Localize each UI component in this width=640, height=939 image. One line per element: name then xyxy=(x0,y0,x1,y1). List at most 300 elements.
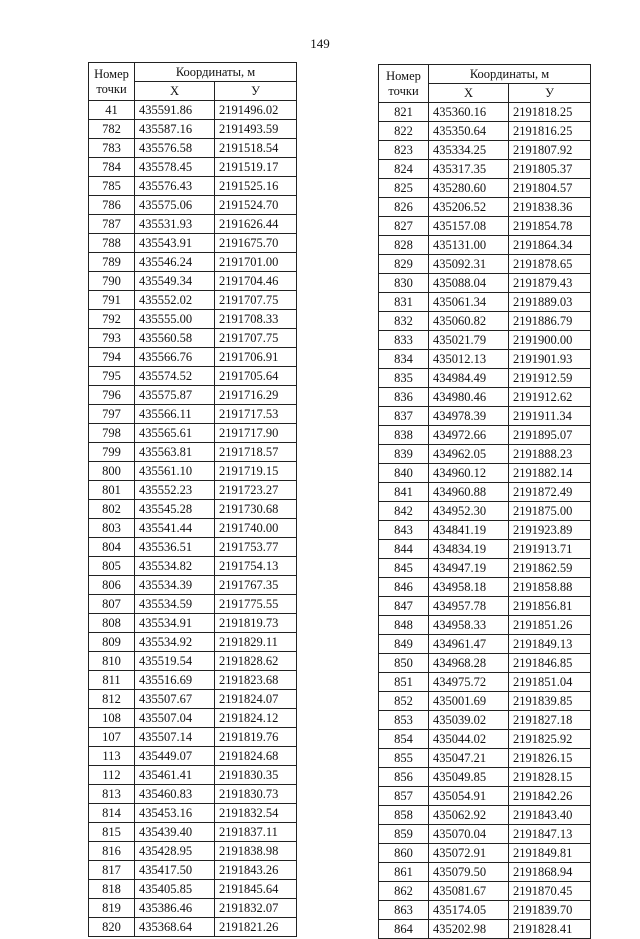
x-coordinate-cell: 435131.00 xyxy=(429,236,509,255)
x-coordinate-cell: 434834.19 xyxy=(429,540,509,559)
point-number-cell: 790 xyxy=(89,272,135,291)
table-row xyxy=(89,747,297,766)
x-coordinate-cell: 435072.91 xyxy=(429,844,509,863)
point-number-cell: 851 xyxy=(379,673,429,692)
point-number-cell: 857 xyxy=(379,787,429,806)
table-row xyxy=(379,483,591,502)
point-number-cell: 843 xyxy=(379,521,429,540)
y-coordinate-cell: 2191819.73 xyxy=(215,614,297,633)
point-number-cell: 862 xyxy=(379,882,429,901)
y-coordinate-cell: 2191856.81 xyxy=(509,597,591,616)
table-row xyxy=(89,576,297,595)
x-coordinate-cell: 434980.46 xyxy=(429,388,509,407)
y-coordinate-cell: 2191838.36 xyxy=(509,198,591,217)
y-coordinate-cell: 2191716.29 xyxy=(215,386,297,405)
y-coordinate-cell: 2191864.34 xyxy=(509,236,591,255)
table-row xyxy=(379,901,591,920)
point-number-cell: 788 xyxy=(89,234,135,253)
y-coordinate-cell: 2191838.98 xyxy=(215,842,297,861)
point-number-cell: 113 xyxy=(89,747,135,766)
table-row xyxy=(379,331,591,350)
point-number-cell: 846 xyxy=(379,578,429,597)
x-coordinate-cell: 435350.64 xyxy=(429,122,509,141)
point-number-cell: 801 xyxy=(89,481,135,500)
y-coordinate-cell: 2191717.90 xyxy=(215,424,297,443)
y-coordinate-cell: 2191842.26 xyxy=(509,787,591,806)
point-number-cell: 826 xyxy=(379,198,429,217)
x-coordinate-cell: 435566.11 xyxy=(135,405,215,424)
table-row xyxy=(379,597,591,616)
y-coordinate-cell: 2191889.03 xyxy=(509,293,591,312)
y-coordinate-cell: 2191707.75 xyxy=(215,329,297,348)
table-row xyxy=(379,293,591,312)
point-number-cell: 841 xyxy=(379,483,429,502)
y-coordinate-cell: 2191862.59 xyxy=(509,559,591,578)
y-coordinate-cell: 2191816.25 xyxy=(509,122,591,141)
table-row xyxy=(89,443,297,462)
x-coordinate-cell: 435534.59 xyxy=(135,595,215,614)
x-coordinate-cell: 434952.30 xyxy=(429,502,509,521)
y-coordinate-cell: 2191730.68 xyxy=(215,500,297,519)
x-coordinate-cell: 435417.50 xyxy=(135,861,215,880)
x-coordinate-cell: 434960.12 xyxy=(429,464,509,483)
x-coordinate-cell: 435202.98 xyxy=(429,920,509,939)
y-coordinate-cell: 2191754.13 xyxy=(215,557,297,576)
y-coordinate-cell: 2191912.62 xyxy=(509,388,591,407)
point-number-cell: 817 xyxy=(89,861,135,880)
point-number-cell: 864 xyxy=(379,920,429,939)
x-coordinate-cell: 435541.44 xyxy=(135,519,215,538)
x-coordinate-cell: 435519.54 xyxy=(135,652,215,671)
y-coordinate-cell: 2191826.15 xyxy=(509,749,591,768)
table-row xyxy=(379,369,591,388)
y-coordinate-cell: 2191767.35 xyxy=(215,576,297,595)
table-row xyxy=(89,348,297,367)
table-row xyxy=(89,709,297,728)
table-row xyxy=(89,880,297,899)
x-coordinate-cell: 435405.85 xyxy=(135,880,215,899)
x-coordinate-cell: 435566.76 xyxy=(135,348,215,367)
y-coordinate-cell: 2191895.07 xyxy=(509,426,591,445)
point-number-cell: 827 xyxy=(379,217,429,236)
y-coordinate-cell: 2191911.34 xyxy=(509,407,591,426)
table-row xyxy=(379,540,591,559)
y-coordinate-cell: 2191870.45 xyxy=(509,882,591,901)
point-number-cell: 812 xyxy=(89,690,135,709)
y-coordinate-cell: 2191827.18 xyxy=(509,711,591,730)
table-row xyxy=(89,101,297,120)
x-coordinate-cell: 435012.13 xyxy=(429,350,509,369)
header-point-number xyxy=(379,65,429,103)
y-coordinate-cell: 2191775.55 xyxy=(215,595,297,614)
table-row xyxy=(379,863,591,882)
point-number-cell: 798 xyxy=(89,424,135,443)
x-coordinate-cell: 435578.45 xyxy=(135,158,215,177)
point-number-cell: 815 xyxy=(89,823,135,842)
point-number-cell: 782 xyxy=(89,120,135,139)
y-coordinate-cell: 2191807.92 xyxy=(509,141,591,160)
x-coordinate-cell: 435460.83 xyxy=(135,785,215,804)
point-number-cell: 813 xyxy=(89,785,135,804)
y-coordinate-cell: 2191740.00 xyxy=(215,519,297,538)
table-row xyxy=(89,690,297,709)
y-coordinate-cell: 2191704.46 xyxy=(215,272,297,291)
y-coordinate-cell: 2191830.73 xyxy=(215,785,297,804)
x-coordinate-cell: 434957.78 xyxy=(429,597,509,616)
point-number-cell: 810 xyxy=(89,652,135,671)
table-row xyxy=(89,367,297,386)
x-coordinate-cell: 435575.06 xyxy=(135,196,215,215)
point-number-cell: 789 xyxy=(89,253,135,272)
x-coordinate-cell: 435565.61 xyxy=(135,424,215,443)
y-coordinate-cell: 2191901.93 xyxy=(509,350,591,369)
table-row xyxy=(379,198,591,217)
point-number-cell: 787 xyxy=(89,215,135,234)
y-coordinate-cell: 2191821.26 xyxy=(215,918,297,937)
y-coordinate-cell: 2191913.71 xyxy=(509,540,591,559)
y-coordinate-cell: 2191804.57 xyxy=(509,179,591,198)
point-number-cell: 785 xyxy=(89,177,135,196)
point-number-cell: 794 xyxy=(89,348,135,367)
x-coordinate-cell: 435021.79 xyxy=(429,331,509,350)
point-number-cell: 108 xyxy=(89,709,135,728)
table-row xyxy=(379,578,591,597)
x-coordinate-cell: 434960.88 xyxy=(429,483,509,502)
y-coordinate-cell: 2191849.81 xyxy=(509,844,591,863)
y-coordinate-cell: 2191868.94 xyxy=(509,863,591,882)
x-coordinate-cell: 435574.52 xyxy=(135,367,215,386)
x-coordinate-cell: 435560.58 xyxy=(135,329,215,348)
table-body-right xyxy=(379,103,591,939)
x-coordinate-cell: 435079.50 xyxy=(429,863,509,882)
x-coordinate-cell: 435576.58 xyxy=(135,139,215,158)
table-row xyxy=(89,405,297,424)
point-number-cell: 828 xyxy=(379,236,429,255)
y-coordinate-cell: 2191839.85 xyxy=(509,692,591,711)
header-x: X xyxy=(135,82,215,101)
table-row xyxy=(89,329,297,348)
x-coordinate-cell: 434841.19 xyxy=(429,521,509,540)
y-coordinate-cell: 2191518.54 xyxy=(215,139,297,158)
point-number-cell: 863 xyxy=(379,901,429,920)
y-coordinate-cell: 2191845.64 xyxy=(215,880,297,899)
x-coordinate-cell: 435531.93 xyxy=(135,215,215,234)
table-row xyxy=(379,673,591,692)
table-row xyxy=(89,139,297,158)
y-coordinate-cell: 2191882.14 xyxy=(509,464,591,483)
y-coordinate-cell: 2191912.59 xyxy=(509,369,591,388)
point-number-cell: 41 xyxy=(89,101,135,120)
point-number-cell: 833 xyxy=(379,331,429,350)
y-coordinate-cell: 2191858.88 xyxy=(509,578,591,597)
x-coordinate-cell: 435428.95 xyxy=(135,842,215,861)
y-coordinate-cell: 2191675.70 xyxy=(215,234,297,253)
point-number-cell: 821 xyxy=(379,103,429,122)
table-row xyxy=(89,538,297,557)
y-coordinate-cell: 2191872.49 xyxy=(509,483,591,502)
point-number-cell: 784 xyxy=(89,158,135,177)
y-coordinate-cell: 2191493.59 xyxy=(215,120,297,139)
point-number-cell: 832 xyxy=(379,312,429,331)
y-coordinate-cell: 2191519.17 xyxy=(215,158,297,177)
point-number-cell: 853 xyxy=(379,711,429,730)
table-row xyxy=(89,481,297,500)
point-number-cell: 838 xyxy=(379,426,429,445)
x-coordinate-cell: 435039.02 xyxy=(429,711,509,730)
x-coordinate-cell: 434968.28 xyxy=(429,654,509,673)
x-coordinate-cell: 434947.19 xyxy=(429,559,509,578)
x-coordinate-cell: 434961.47 xyxy=(429,635,509,654)
table-row xyxy=(379,103,591,122)
point-number-cell: 849 xyxy=(379,635,429,654)
y-coordinate-cell: 2191843.40 xyxy=(509,806,591,825)
point-number-cell: 829 xyxy=(379,255,429,274)
table-row xyxy=(89,424,297,443)
point-number-cell: 836 xyxy=(379,388,429,407)
y-coordinate-cell: 2191847.13 xyxy=(509,825,591,844)
x-coordinate-cell: 435439.40 xyxy=(135,823,215,842)
y-coordinate-cell: 2191496.02 xyxy=(215,101,297,120)
point-number-cell: 839 xyxy=(379,445,429,464)
point-number-cell: 830 xyxy=(379,274,429,293)
header-point-number xyxy=(89,63,135,101)
point-number-cell: 816 xyxy=(89,842,135,861)
point-number-cell: 825 xyxy=(379,179,429,198)
y-coordinate-cell: 2191837.11 xyxy=(215,823,297,842)
table-row xyxy=(89,272,297,291)
y-coordinate-cell: 2191708.33 xyxy=(215,310,297,329)
x-coordinate-cell: 434984.49 xyxy=(429,369,509,388)
y-coordinate-cell: 2191825.92 xyxy=(509,730,591,749)
y-coordinate-cell: 2191719.15 xyxy=(215,462,297,481)
table-row xyxy=(89,386,297,405)
y-coordinate-cell: 2191829.11 xyxy=(215,633,297,652)
point-number-cell: 796 xyxy=(89,386,135,405)
y-coordinate-cell: 2191846.85 xyxy=(509,654,591,673)
y-coordinate-cell: 2191805.37 xyxy=(509,160,591,179)
table-row xyxy=(89,614,297,633)
y-coordinate-cell: 2191824.12 xyxy=(215,709,297,728)
y-coordinate-cell: 2191832.07 xyxy=(215,899,297,918)
y-coordinate-cell: 2191828.41 xyxy=(509,920,591,939)
table-row xyxy=(379,844,591,863)
y-coordinate-cell: 2191701.00 xyxy=(215,253,297,272)
y-coordinate-cell: 2191839.70 xyxy=(509,901,591,920)
table-row xyxy=(379,274,591,293)
point-number-cell: 809 xyxy=(89,633,135,652)
point-number-cell: 786 xyxy=(89,196,135,215)
x-coordinate-cell: 435088.04 xyxy=(429,274,509,293)
point-number-cell: 859 xyxy=(379,825,429,844)
y-coordinate-cell: 2191723.27 xyxy=(215,481,297,500)
table-row xyxy=(89,804,297,823)
x-coordinate-cell: 435516.69 xyxy=(135,671,215,690)
x-coordinate-cell: 435386.46 xyxy=(135,899,215,918)
point-number-cell: 818 xyxy=(89,880,135,899)
y-coordinate-cell: 2191707.75 xyxy=(215,291,297,310)
table-row xyxy=(89,595,297,614)
x-coordinate-cell: 435555.00 xyxy=(135,310,215,329)
page-number: 149 xyxy=(310,36,330,51)
y-coordinate-cell: 2191832.54 xyxy=(215,804,297,823)
x-coordinate-cell: 435070.04 xyxy=(429,825,509,844)
y-coordinate-cell: 2191706.91 xyxy=(215,348,297,367)
y-coordinate-cell: 2191888.23 xyxy=(509,445,591,464)
x-coordinate-cell: 435536.51 xyxy=(135,538,215,557)
x-coordinate-cell: 435206.52 xyxy=(429,198,509,217)
table-row xyxy=(379,616,591,635)
y-coordinate-cell: 2191626.44 xyxy=(215,215,297,234)
table-row xyxy=(379,464,591,483)
x-coordinate-cell: 435049.85 xyxy=(429,768,509,787)
point-number-cell: 861 xyxy=(379,863,429,882)
point-number-cell: 802 xyxy=(89,500,135,519)
table-row xyxy=(379,179,591,198)
y-coordinate-cell: 2191819.76 xyxy=(215,728,297,747)
table-row xyxy=(89,918,297,937)
y-coordinate-cell: 2191878.65 xyxy=(509,255,591,274)
point-number-cell: 804 xyxy=(89,538,135,557)
table-row xyxy=(89,291,297,310)
point-number-cell: 799 xyxy=(89,443,135,462)
x-coordinate-cell: 434958.33 xyxy=(429,616,509,635)
table-row xyxy=(89,519,297,538)
x-coordinate-cell: 435092.31 xyxy=(429,255,509,274)
table-row xyxy=(379,521,591,540)
point-number-cell: 112 xyxy=(89,766,135,785)
point-number-cell: 792 xyxy=(89,310,135,329)
table-row xyxy=(379,407,591,426)
point-number-cell: 824 xyxy=(379,160,429,179)
header-point-number-line2: точки xyxy=(96,81,127,96)
table-row xyxy=(379,749,591,768)
table-row xyxy=(89,633,297,652)
y-coordinate-cell: 2191886.79 xyxy=(509,312,591,331)
point-number-cell: 847 xyxy=(379,597,429,616)
y-coordinate-cell: 2191824.68 xyxy=(215,747,297,766)
point-number-cell: 806 xyxy=(89,576,135,595)
point-number-cell: 852 xyxy=(379,692,429,711)
table-row xyxy=(379,350,591,369)
point-number-cell: 803 xyxy=(89,519,135,538)
y-coordinate-cell: 2191818.25 xyxy=(509,103,591,122)
x-coordinate-cell: 435534.39 xyxy=(135,576,215,595)
point-number-cell: 807 xyxy=(89,595,135,614)
table-row xyxy=(379,730,591,749)
y-coordinate-cell: 2191851.26 xyxy=(509,616,591,635)
x-coordinate-cell: 434978.39 xyxy=(429,407,509,426)
x-coordinate-cell: 435334.25 xyxy=(429,141,509,160)
x-coordinate-cell: 435174.05 xyxy=(429,901,509,920)
y-coordinate-cell: 2191828.15 xyxy=(509,768,591,787)
y-coordinate-cell: 2191524.70 xyxy=(215,196,297,215)
table-body-left xyxy=(89,101,297,937)
x-coordinate-cell: 435061.34 xyxy=(429,293,509,312)
x-coordinate-cell: 435543.91 xyxy=(135,234,215,253)
point-number-cell: 808 xyxy=(89,614,135,633)
point-number-cell: 834 xyxy=(379,350,429,369)
point-number-cell: 840 xyxy=(379,464,429,483)
table-row xyxy=(379,882,591,901)
x-coordinate-cell: 435507.04 xyxy=(135,709,215,728)
point-number-cell: 842 xyxy=(379,502,429,521)
x-coordinate-cell: 435062.92 xyxy=(429,806,509,825)
y-coordinate-cell: 2191705.64 xyxy=(215,367,297,386)
table-row xyxy=(379,141,591,160)
header-point-number-line2: точки xyxy=(388,83,419,98)
coordinates-table-right xyxy=(378,64,591,939)
point-number-cell: 800 xyxy=(89,462,135,481)
x-coordinate-cell: 435507.67 xyxy=(135,690,215,709)
header-y: У xyxy=(215,82,297,101)
table-row xyxy=(379,635,591,654)
y-coordinate-cell: 2191843.26 xyxy=(215,861,297,880)
table-row xyxy=(89,500,297,519)
table-row xyxy=(89,120,297,139)
x-coordinate-cell: 435534.91 xyxy=(135,614,215,633)
point-number-cell: 845 xyxy=(379,559,429,578)
y-coordinate-cell: 2191851.04 xyxy=(509,673,591,692)
header-point-number-line1: Номер xyxy=(94,66,129,81)
x-coordinate-cell: 435552.02 xyxy=(135,291,215,310)
y-coordinate-cell: 2191823.68 xyxy=(215,671,297,690)
point-number-cell: 844 xyxy=(379,540,429,559)
header-coordinates: Координаты, м xyxy=(135,63,297,82)
x-coordinate-cell: 435545.28 xyxy=(135,500,215,519)
table-row xyxy=(379,160,591,179)
y-coordinate-cell: 2191830.35 xyxy=(215,766,297,785)
x-coordinate-cell: 435552.23 xyxy=(135,481,215,500)
header-x: X xyxy=(429,84,509,103)
table-row xyxy=(89,671,297,690)
table-row xyxy=(89,196,297,215)
table-row xyxy=(379,255,591,274)
x-coordinate-cell: 435047.21 xyxy=(429,749,509,768)
table-row xyxy=(379,768,591,787)
x-coordinate-cell: 435576.43 xyxy=(135,177,215,196)
y-coordinate-cell: 2191854.78 xyxy=(509,217,591,236)
point-number-cell: 107 xyxy=(89,728,135,747)
x-coordinate-cell: 435317.35 xyxy=(429,160,509,179)
table-row xyxy=(379,236,591,255)
point-number-cell: 835 xyxy=(379,369,429,388)
table-row xyxy=(89,785,297,804)
x-coordinate-cell: 434962.05 xyxy=(429,445,509,464)
table-row xyxy=(379,122,591,141)
point-number-cell: 793 xyxy=(89,329,135,348)
table-row xyxy=(89,728,297,747)
table-row xyxy=(379,388,591,407)
y-coordinate-cell: 2191849.13 xyxy=(509,635,591,654)
x-coordinate-cell: 435534.82 xyxy=(135,557,215,576)
y-coordinate-cell: 2191828.62 xyxy=(215,652,297,671)
table-row xyxy=(379,711,591,730)
x-coordinate-cell: 435453.16 xyxy=(135,804,215,823)
y-coordinate-cell: 2191753.77 xyxy=(215,538,297,557)
point-number-cell: 811 xyxy=(89,671,135,690)
x-coordinate-cell: 435563.81 xyxy=(135,443,215,462)
table-row xyxy=(379,920,591,939)
x-coordinate-cell: 435507.14 xyxy=(135,728,215,747)
x-coordinate-cell: 435054.91 xyxy=(429,787,509,806)
table-row xyxy=(379,559,591,578)
y-coordinate-cell: 2191923.89 xyxy=(509,521,591,540)
point-number-cell: 855 xyxy=(379,749,429,768)
point-number-cell: 850 xyxy=(379,654,429,673)
table-row xyxy=(379,312,591,331)
header-coordinates: Координаты, м xyxy=(429,65,591,84)
x-coordinate-cell: 435534.92 xyxy=(135,633,215,652)
